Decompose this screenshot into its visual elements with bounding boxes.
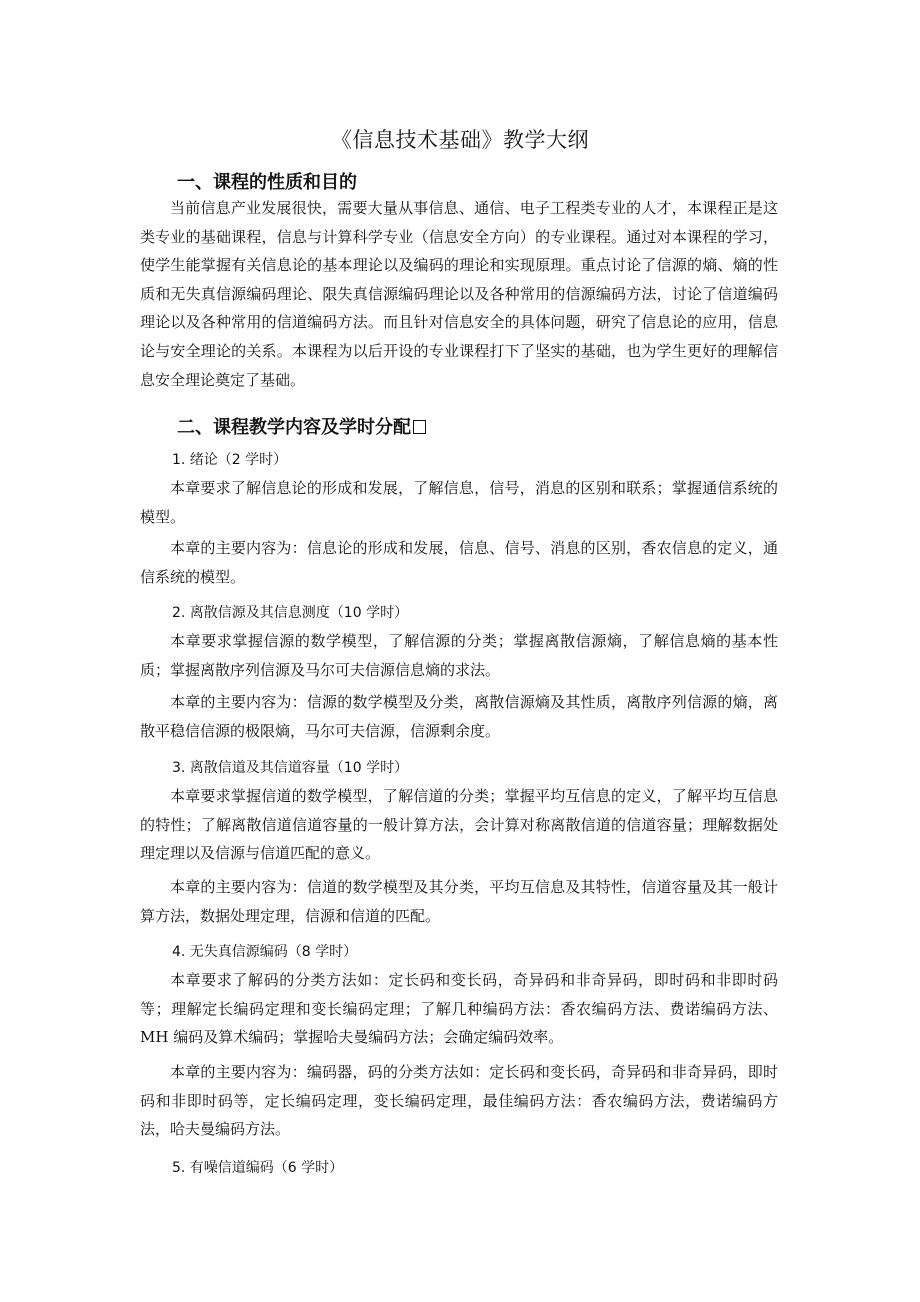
chapter-3-content: 本章的主要内容为：信道的数学模型及其分类，平均互信息及其特性，信道容量及其一般计算方法，数据处理定理，信源和信道的匹配。 xyxy=(140,878,778,925)
section-2-heading: 二、课程教学内容及学时分配 xyxy=(177,417,411,438)
chapter-2-requirement: 本章要求掌握信源的数学模型，了解信源的分类；掌握离散信源熵，了解信息熵的基本性质；掌握离散序列信源及马尔可夫信源信息熵的求法。 xyxy=(140,632,778,679)
placeholder-box-icon xyxy=(413,420,426,434)
chapter-4-requirement: 本章要求了解码的分类方法如：定长码和变长码，奇异码和非奇异码，即时码和非即时码等；理解定长编码定理和变长编码定理；了解几种编码方法：香农编码方法、费诺编码方法、MH 编码及算术编码；掌握哈夫曼编码方法；会确定编码效率。 xyxy=(140,971,778,1047)
chapter-2-heading: 2. 离散信源及其信息测度（10 学时） xyxy=(172,605,409,621)
section-1-heading: 一、课程的性质和目的 xyxy=(177,172,357,193)
chapter-1-content: 本章的主要内容为：信息论的形成和发展，信息、信号、消息的区别，香农信息的定义，通信系统的模型。 xyxy=(140,539,778,586)
chapter-4-content: 本章的主要内容为：编码器，码的分类方法如：定长码和变长码，奇异码和非奇异码，即时码和非即时码等，定长编码定理，变长编码定理，最佳编码方法：香农编码方法，费诺编码方法，哈夫曼编码方法。 xyxy=(140,1063,778,1139)
document-title: 《信息技术基础》教学大纲 xyxy=(331,128,589,152)
chapter-5-heading: 5. 有噪信道编码（6 学时） xyxy=(172,1160,344,1176)
section-1-paragraph: 当前信息产业发展很快，需要大量从事信息、通信、电子工程类专业的人才，本课程正是这类专业的基础课程，信息与计算科学专业（信息安全方向）的专业课程。通过对本课程的学习，使学生能掌握有关信息论的基本理论以及编码的理论和实现原理。重点讨论了信源的熵、熵的性质和无失真信源编码理论、限失真信源编码理论以及各种常用的信源编码方法，讨论了信道编码理论以及各种常用的信道编码方法。而且针对信息安全的具体问题，研究了信息论的应用，信息论与安全理论的关系。本课程为以后开设的专业课程打下了坚实的基础，也为学生更好的理解信息安全理论奠定了基础。 xyxy=(140,199,778,389)
chapter-1-heading: 1. 绪论（2 学时） xyxy=(172,452,288,468)
chapter-3-requirement: 本章要求掌握信道的数学模型，了解信道的分类；掌握平均互信息的定义，了解平均互信息的特性；了解离散信道信道容量的一般计算方法，会计算对称离散信道的信道容量；理解数据处理定理以及信源与信道匹配的意义。 xyxy=(140,787,778,863)
section-2-heading-row xyxy=(177,413,426,439)
chapter-1-requirement: 本章要求了解信息论的形成和发展，了解信息，信号，消息的区别和联系；掌握通信系统的模型。 xyxy=(140,479,778,526)
chapter-3-heading: 3. 离散信道及其信道容量（10 学时） xyxy=(172,760,409,776)
chapter-2-content: 本章的主要内容为：信源的数学模型及分类，离散信源熵及其性质，离散序列信源的熵，离散平稳信信源的极限熵，马尔可夫信源，信源剩余度。 xyxy=(140,693,778,740)
chapter-4-heading: 4. 无失真信源编码（8 学时） xyxy=(172,944,358,960)
